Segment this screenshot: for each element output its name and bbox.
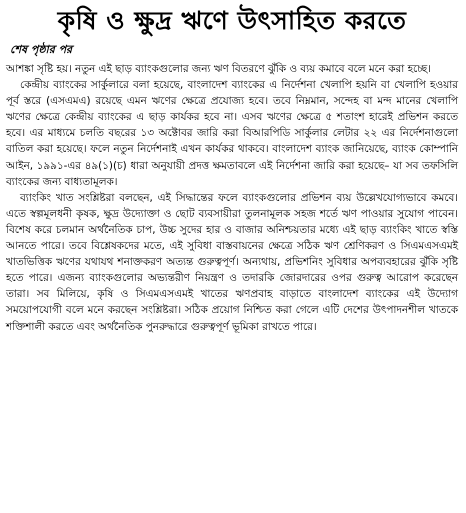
article-body: [6, 61, 458, 335]
continued-from-label: শেষ পৃষ্ঠার পর: [10, 43, 73, 56]
article-paragraph: ব্যাংকিং খাত সংশ্লিষ্টরা বলছেন, এই সিদ্ধান্তের ফলে ব্যাংকগুলোর প্রভিশন ব্যয় উল্লেখযোগ্যভাবে কমবে। এতে স্বল্পমূলধনী কৃষক, ক্ষুদ্র উদ্যোক্তা ও ছোট ব্যবসায়ীরা তুলনামূলক সহজ শর্তে ঋণ পাওয়ার সুযোগ পাবেন। বিশেষ করে চলমান অর্থনৈতিক চাপ, উচ্চ সুদের হার ও বাজার অনিশ্চয়তার মধ্যে এই ছাড় ব্যাংকিং খাতে স্বস্তি আনতে পারে। তবে বিশ্লেষকদের মতে, এই সুবিধা বাস্তবায়নের ক্ষেত্রে সঠিক ঋণ শ্রেণিকরণ ও সিএমএসএমই খাতভিত্তিক ঋণের যথাযথ শনাক্তকরণ অত্যন্ত গুরুত্বপূর্ণ। অন্যথায়, প্রভিশনিং সুবিধার অপব্যবহারের ঝুঁকি সৃষ্টি হতে পারে। এজন্য ব্যাংকগুলোর অভ্যন্তরীণ নিয়ন্ত্রণ ও তদারকি জোরদারের ওপর গুরুত্ব আরোপ করেছেন তারা। সব মিলিয়ে, কৃষি ও সিএমএসএমই খাতের ঋণপ্রবাহ বাড়াতে বাংলাদেশ ব্যাংকের এই উদ্যোগ সময়োপযোগী বলে মনে করছেন সংশ্লিষ্টরা। সঠিক প্রয়োগ নিশ্চিত করা গেলে এটি দেশের উৎপাদনশীল খাতকে শক্তিশালী করতে এবং অর্থনৈতিক পুনরুদ্ধারে গুরুত্বপূর্ণ ভূমিকা রাখতে পারে।: [6, 191, 458, 333]
article-headline: কৃষি ও ক্ষুদ্র ঋণে উৎসাহিত করতে: [57, 6, 407, 35]
article-paragraph: আশঙ্কা সৃষ্টি হয়। নতুন এই ছাড় ব্যাংকগুলোর জন্য ঋণ বিতরণে ঝুঁকি ও ব্যয় কমাবে বলে মনে করা হচ্ছে।: [6, 63, 431, 75]
article-paragraph: কেন্দ্রীয় ব্যাংকের সার্কুলারে বলা হয়েছে, বাংলাদেশ ব্যাংকের এ নির্দেশনা খেলাপি হয়নি বা খেলাপি হওয়ার পূর্ব স্তরে (এসএমএ) রয়েছে এমন ঋণের ক্ষেত্রে প্রযোজ্য হবে। তবে নিম্নমান, সন্দেহ বা মন্দ মানের খেলাপি ঋণের ক্ষেত্রে কেন্দ্রীয় ব্যাংকের এ ছাড় কার্যকর হবে না। এসব ঋণের ক্ষেত্রে ৫ শতাংশ হারেই প্রভিশন করতে হবে। এর মাধ্যমে চলতি বছরের ১৩ অক্টোবর জারি করা বিআরপিডি সার্কুলার লেটার ২২ এর নির্দেশনাগুলো বাতিল করা হয়েছে। ফলে নতুন নির্দেশনাই এখন কার্যকর থাকবে। বাংলাদেশ ব্যাংক জানিয়েছে, ব্যাংক কোম্পানি আইন, ১৯৯১-এর ৪৯(১)(চ) ধারা অনুযায়ী প্রদত্ত ক্ষমতাবলে এই নির্দেশনা জারি করা হয়েছে– যা সব তফসিলি ব্যাংকের জন্য বাধ্যতামূলক।: [6, 79, 458, 188]
